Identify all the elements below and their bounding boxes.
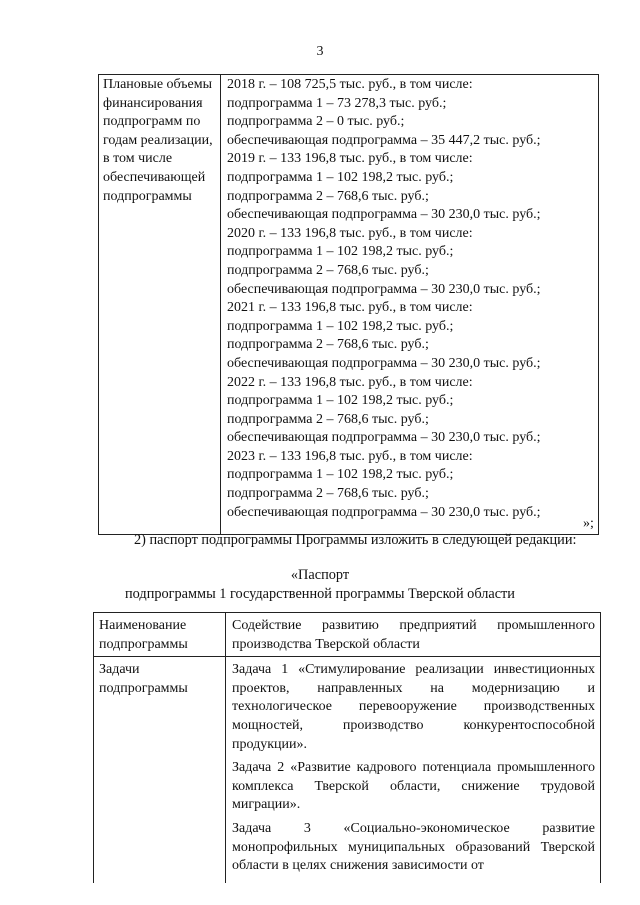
financing-line: подпрограмма 1 – 102 198,2 тыс. руб.; [227, 393, 454, 409]
passport-name-label: Наименование подпрограммы [94, 613, 226, 657]
financing-line: обеспечивающая подпрограмма – 30 230,0 тыс. руб.; [227, 207, 541, 223]
instruction-paragraph: 2) паспорт подпрограммы Программы изложить в следующей редакции: [134, 532, 577, 548]
financing-line: подпрограмма 2 – 768,6 тыс. руб.; [227, 411, 429, 427]
financing-line: обеспечивающая подпрограмма – 30 230,0 тыс. руб.; [227, 504, 541, 520]
financing-line: подпрограмма 1 – 73 278,3 тыс. руб.; [227, 95, 447, 111]
financing-line: обеспечивающая подпрограмма – 35 447,2 тыс. руб.; [227, 132, 541, 148]
financing-line: подпрограмма 1 – 102 198,2 тыс. руб.; [227, 169, 454, 185]
financing-row [99, 75, 599, 535]
passport-tasks-value [226, 657, 601, 883]
passport-title [0, 566, 640, 604]
financing-line: 2023 г. – 133 196,8 тыс. руб., в том числе: [227, 448, 473, 464]
task-item: Задача 1 «Стимулирование реализации инвестиционных проектов, направленных на модернизацию и технологическое перевооружение производственных мощностей, производство конкурентоспособной продукции». [232, 662, 595, 752]
page-number: 3 [316, 44, 324, 59]
task-item: Задача 3 «Социально-экономическое развитие монопрофильных муниципальных образований Тверской области в целях снижения зависимости от [232, 820, 595, 874]
task-item: Задача 2 «Развитие кадрового потенциала промышленного комплекса Тверской области, снижение трудовой миграции». [232, 760, 595, 813]
passport-table [93, 612, 601, 883]
financing-line: подпрограмма 2 – 0 тыс. руб.; [227, 114, 405, 130]
closing-quote: »; [583, 516, 594, 531]
financing-line: 2021 г. – 133 196,8 тыс. руб., в том числе: [227, 300, 473, 316]
financing-line: обеспечивающая подпрограмма – 30 230,0 тыс. руб.; [227, 430, 541, 446]
financing-line: подпрограмма 2 – 768,6 тыс. руб.; [227, 188, 429, 204]
financing-line: подпрограмма 2 – 768,6 тыс. руб.; [227, 486, 429, 502]
financing-line: обеспечивающая подпрограмма – 30 230,0 тыс. руб.; [227, 355, 541, 371]
passport-title-line-1: «Паспорт [290, 567, 350, 583]
passport-name-value: Содействие развитию предприятий промышленного производства Тверской области [226, 613, 601, 657]
financing-label: Плановые объемы финансирования подпрограмм по годам реализации, в том числе обеспечивающей подпрограммы [99, 75, 221, 535]
financing-line: 2022 г. – 133 196,8 тыс. руб., в том числе: [227, 374, 473, 390]
financing-values [221, 75, 599, 535]
financing-line: подпрограмма 1 – 102 198,2 тыс. руб.; [227, 318, 454, 334]
financing-line: 2018 г. – 108 725,5 тыс. руб., в том числе: [227, 77, 473, 92]
financing-line: подпрограмма 1 – 102 198,2 тыс. руб.; [227, 467, 454, 483]
financing-table [98, 74, 599, 535]
passport-row-name [94, 613, 601, 657]
financing-line: подпрограмма 2 – 768,6 тыс. руб.; [227, 337, 429, 353]
passport-tasks-label: Задачи подпрограммы [94, 657, 226, 883]
passport-title-line-2: подпрограммы 1 государственной программы Тверской области [125, 586, 515, 602]
financing-line: 2019 г. – 133 196,8 тыс. руб., в том числе: [227, 151, 473, 167]
financing-line: подпрограмма 1 – 102 198,2 тыс. руб.; [227, 244, 454, 260]
passport-row-tasks [94, 657, 601, 883]
financing-line: 2020 г. – 133 196,8 тыс. руб., в том числе: [227, 225, 473, 241]
financing-line: подпрограмма 2 – 768,6 тыс. руб.; [227, 262, 429, 278]
financing-line: обеспечивающая подпрограмма – 30 230,0 тыс. руб.; [227, 281, 541, 297]
